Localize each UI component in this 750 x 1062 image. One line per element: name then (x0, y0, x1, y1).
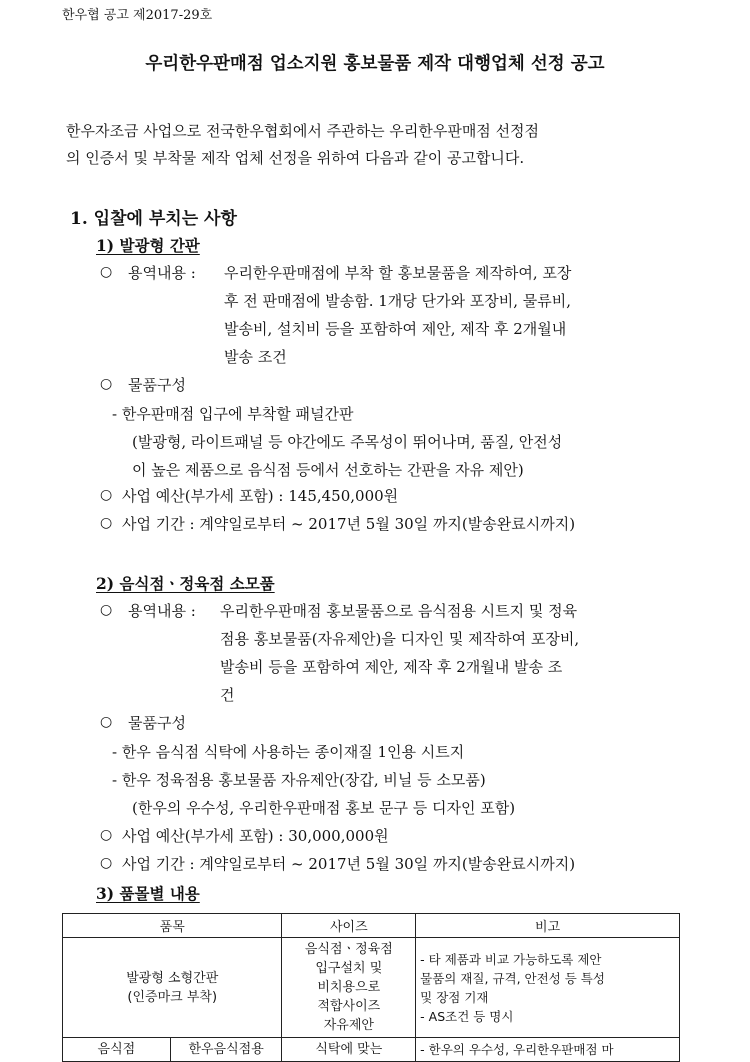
sub1-item-line: - 한우판매점 입구에 부착할 패널간판 (112, 405, 354, 423)
sub2-items-label: 물품구성 (128, 714, 186, 732)
sub2-service-line: 건 (220, 686, 235, 704)
bullet-circle: ○ (100, 264, 113, 280)
sub1-service-line: 발송 조건 (224, 348, 287, 366)
sub1-service-line: 발송비, 설치비 등을 포함하여 제안, 제작 후 2개월내 (224, 320, 567, 338)
bullet-circle: ○ (100, 714, 113, 730)
page-title: 우리한우판매점 업소지원 홍보물품 제작 대행업체 선정 공고 (145, 54, 605, 74)
section-1-heading: 1. 입찰에 부치는 사항 (70, 209, 237, 229)
intro-line-2: 의 인증서 및 부착물 제작 업체 선정을 위하여 다음과 같이 공고합니다. (66, 149, 525, 167)
sub2-item-line: - 한우 음식점 식탁에 사용하는 종이재질 1인용 시트지 (112, 743, 465, 761)
bullet-circle: ○ (100, 827, 113, 843)
table-header-row (63, 914, 680, 938)
sub1-heading: 1) 발광형 간판 (96, 236, 200, 255)
sub2-heading: 2) 음식점ㆍ정육점 소모품 (96, 574, 275, 593)
table-cell-note: - 한우의 우수성, 우리한우판매점 마 (416, 1038, 680, 1062)
sub1-item-line: (발광형, 라이트패널 등 야간에도 주목성이 뛰어나며, 품질, 안전성 (132, 433, 563, 451)
table-header-size: 사이즈 (282, 914, 416, 938)
sub2-service-line: 발송비 등을 포함하여 제안, 제작 후 2개월내 발송 조 (220, 658, 563, 676)
table-cell-item-b: 한우음식점용 (170, 1038, 282, 1062)
sub3-heading: 3) 품몰별 내용 (96, 884, 200, 903)
table-row (63, 1038, 680, 1062)
sub1-budget: 사업 예산(부가세 포함) : 145,450,000원 (122, 487, 399, 505)
item-table (62, 913, 680, 1062)
bullet-circle: ○ (100, 487, 113, 503)
sub2-period: 사업 기간 : 계약일로부터 ~ 2017년 5월 30일 까지(발송완료시까지) (122, 855, 576, 873)
bullet-circle: ○ (100, 376, 113, 392)
table-cell-item: 발광형 소형간판 (인증마크 부착) (63, 938, 282, 1038)
table-row (63, 938, 680, 1038)
sub2-service-line: 점용 홍보물품(자유제안)을 디자인 및 제작하여 포장비, (220, 630, 580, 648)
sub1-period: 사업 기간 : 계약일로부터 ~ 2017년 5월 30일 까지(발송완료시까지) (122, 515, 576, 533)
table-header-note: 비고 (416, 914, 680, 938)
sub1-service-label: 용역내용 : (128, 264, 196, 282)
sub1-items-label: 물품구성 (128, 376, 186, 394)
table-cell-size: 음식점ㆍ정육점 입구설치 및 비치용으로 적합사이즈 자유제안 (282, 938, 416, 1038)
table-cell-note: - 타 제품과 비교 가능하도록 제안 물품의 재질, 규격, 안전성 등 특성 및 장점 기재 - AS조건 등 명시 (416, 938, 680, 1038)
sub2-item-line: - 한우 정육점용 홍보물품 자유제안(장갑, 비닐 등 소모품) (112, 771, 486, 789)
sub1-service-line: 우리한우판매점에 부착 할 홍보물품을 제작하여, 포장 (224, 264, 572, 282)
sub1-service-line: 후 전 판매점에 발송함. 1개당 단가와 포장비, 물류비, (224, 292, 572, 310)
notice-number: 한우협 공고 제2017-29호 (62, 8, 213, 23)
sub2-item-line: (한우의 우수성, 우리한우판매점 홍보 문구 등 디자인 포함) (132, 799, 516, 817)
bullet-circle: ○ (100, 515, 113, 531)
table-cell-item-a: 음식점 (63, 1038, 171, 1062)
table-cell-size: 식탁에 맞는 (282, 1038, 416, 1062)
sub2-service-line: 우리한우판매점 홍보물품으로 음식점용 시트지 및 정육 (220, 602, 578, 620)
intro-line-1: 한우자조금 사업으로 전국한우협회에서 주관하는 우리한우판매점 선정점 (66, 122, 540, 140)
sub2-budget: 사업 예산(부가세 포함) : 30,000,000원 (122, 827, 389, 845)
bullet-circle: ○ (100, 855, 113, 871)
table-header-item: 품목 (63, 914, 282, 938)
sub2-service-label: 용역내용 : (128, 602, 196, 620)
bullet-circle: ○ (100, 602, 113, 618)
sub1-item-line: 이 높은 제품으로 음식점 등에서 선호하는 간판을 자유 제안) (132, 461, 524, 479)
